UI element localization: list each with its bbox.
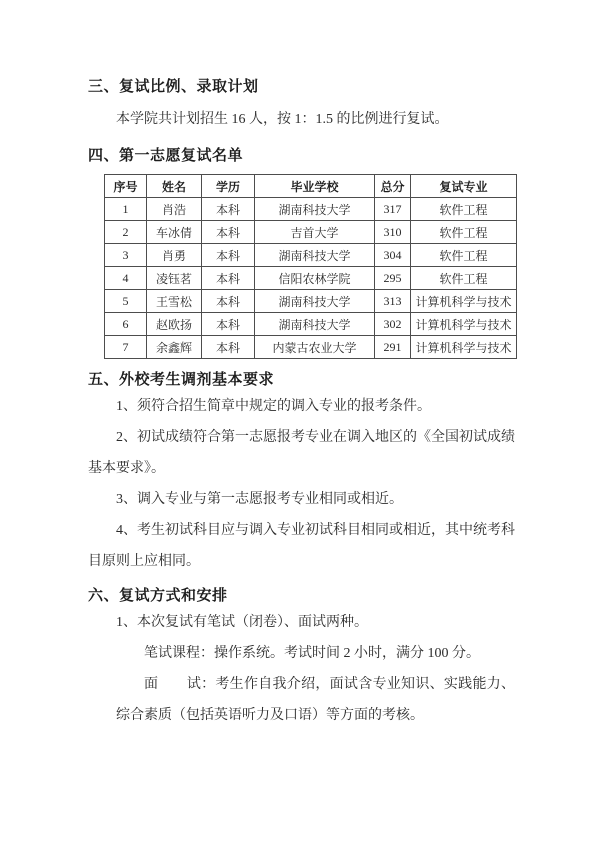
- section6-interview: 面 试：考生作自我介绍，面试含专业知识、实践能力、综合素质（包括英语听力及口语）等方面的考核。: [116, 677, 515, 723]
- table-cell: 湖南科技大学: [255, 198, 375, 221]
- table-row: [105, 221, 517, 244]
- table-cell: 本科: [202, 336, 255, 359]
- table-cell: 肖勇: [147, 244, 202, 267]
- table-cell: 310: [375, 221, 411, 244]
- table-row: [105, 336, 517, 359]
- table-cell: 余鑫辉: [147, 336, 202, 359]
- table-cell: 本科: [202, 198, 255, 221]
- section5-item-2: 2、初试成绩符合第一志愿报考专业在调入地区的《全国初试成绩基本要求》。: [88, 430, 515, 476]
- table-cell: 295: [375, 267, 411, 290]
- table-cell: 304: [375, 244, 411, 267]
- table-cell: 软件工程: [411, 267, 517, 290]
- section4-heading: 四、第一志愿复试名单: [88, 148, 244, 164]
- table-header-cell: 总分: [375, 175, 411, 198]
- table-cell: 5: [105, 290, 147, 313]
- table-cell: 赵欧扬: [147, 313, 202, 336]
- table-cell: 2: [105, 221, 147, 244]
- table-cell: 313: [375, 290, 411, 313]
- table-cell: 湖南科技大学: [255, 313, 375, 336]
- table-cell: 软件工程: [411, 244, 517, 267]
- table-cell: 吉首大学: [255, 221, 375, 244]
- section5-heading: 五、外校考生调剂基本要求: [88, 372, 275, 388]
- table-cell: 302: [375, 313, 411, 336]
- table-row: [105, 198, 517, 221]
- table-cell: 软件工程: [411, 198, 517, 221]
- candidates-table: [104, 174, 517, 359]
- section6-heading: 六、复试方式和安排: [88, 588, 228, 604]
- table-header-cell: 序号: [105, 175, 147, 198]
- section5-item-1: 1、须符合招生简章中规定的调入专业的报考条件。: [116, 399, 431, 414]
- table-row: [105, 267, 517, 290]
- table-cell: 本科: [202, 267, 255, 290]
- table-header-cell: 复试专业: [411, 175, 517, 198]
- section6-item-1: 1、本次复试有笔试（闭卷）、面试两种。: [116, 615, 368, 630]
- table-cell: 本科: [202, 244, 255, 267]
- table-cell: 计算机科学与技术: [411, 290, 517, 313]
- table-cell: 本科: [202, 313, 255, 336]
- table-header-cell: 姓名: [147, 175, 202, 198]
- table-cell: 计算机科学与技术: [411, 336, 517, 359]
- table-cell: 内蒙古农业大学: [255, 336, 375, 359]
- table-header-row: [105, 175, 517, 198]
- table-cell: 3: [105, 244, 147, 267]
- table-header-cell: 毕业学校: [255, 175, 375, 198]
- table-cell: 本科: [202, 290, 255, 313]
- table-cell: 信阳农林学院: [255, 267, 375, 290]
- section3-heading: 三、复试比例、录取计划: [88, 79, 259, 95]
- table-cell: 湖南科技大学: [255, 290, 375, 313]
- table-cell: 7: [105, 336, 147, 359]
- table-body: [105, 198, 517, 359]
- table-cell: 车冰倩: [147, 221, 202, 244]
- table-cell: 291: [375, 336, 411, 359]
- table-cell: 4: [105, 267, 147, 290]
- table-header-cell: 学历: [202, 175, 255, 198]
- section3-paragraph: 本学院共计划招生 16 人，按 1：1.5 的比例进行复试。: [116, 112, 449, 127]
- table-cell: 王雪松: [147, 290, 202, 313]
- table-cell: 6: [105, 313, 147, 336]
- table-cell: 本科: [202, 221, 255, 244]
- table-cell: 湖南科技大学: [255, 244, 375, 267]
- table-cell: 肖浩: [147, 198, 202, 221]
- table-row: [105, 290, 517, 313]
- section6-written-exam: 笔试课程：操作系统。考试时间 2 小时，满分 100 分。: [144, 646, 480, 661]
- table-cell: 317: [375, 198, 411, 221]
- section5-item-3: 3、调入专业与第一志愿报考专业相同或相近。: [116, 492, 403, 507]
- table-cell: 计算机科学与技术: [411, 313, 517, 336]
- table-row: [105, 313, 517, 336]
- table-cell: 1: [105, 198, 147, 221]
- table-cell: 凌钰茗: [147, 267, 202, 290]
- section5-item-4: 4、考生初试科目应与调入专业初试科目相同或相近，其中统考科目原则上应相同。: [88, 523, 515, 569]
- table-cell: 软件工程: [411, 221, 517, 244]
- table-row: [105, 244, 517, 267]
